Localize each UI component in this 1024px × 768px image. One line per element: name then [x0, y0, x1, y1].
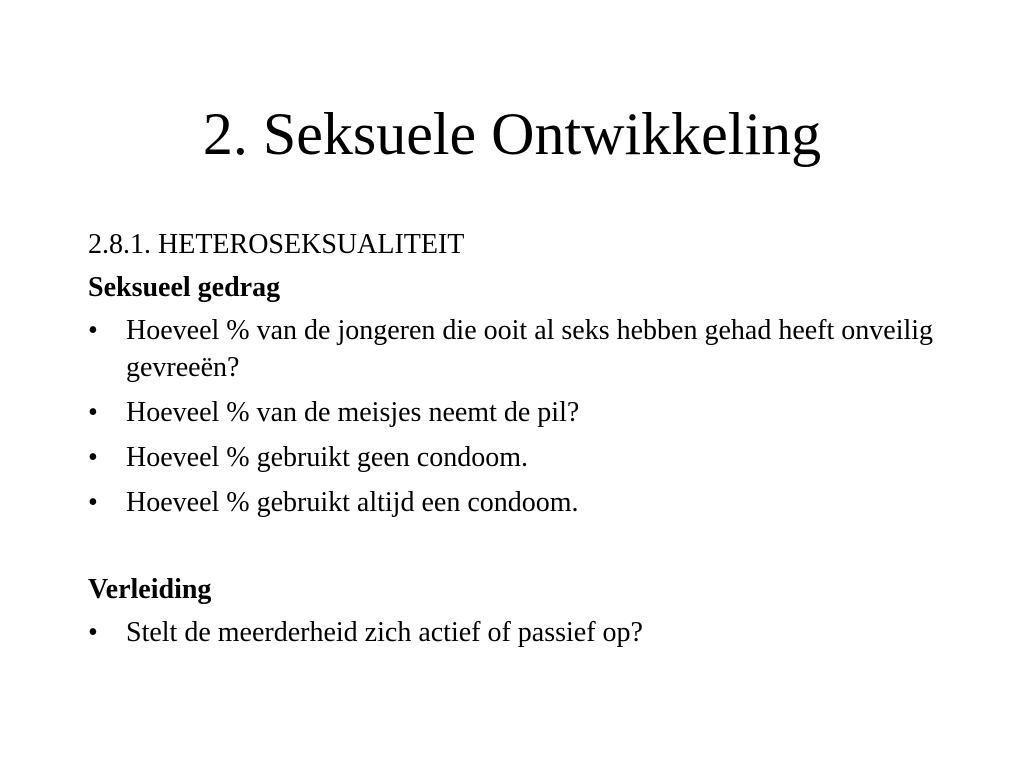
bullet-item: [88, 439, 948, 476]
spacer: [88, 529, 948, 565]
bullet-text: Hoeveel % van de jongeren die ooit al seks hebben gehad heeft onveilig gevreeën?: [126, 315, 934, 383]
slide-body: [88, 226, 948, 659]
bullet-item: [88, 484, 948, 521]
bullet-text: Stelt de meerderheid zich actief of passief op?: [126, 617, 643, 648]
bullet-text: Hoeveel % gebruikt geen condoom.: [126, 442, 528, 473]
bullet-item: [88, 394, 948, 431]
bullet-item: [88, 312, 948, 386]
group-heading-verleiding: Verleiding: [88, 574, 212, 605]
bullet-icon: •: [88, 487, 98, 518]
section-code: 2.8.1. HETEROSEKSUALITEIT: [88, 229, 465, 260]
group-heading-seksueel-gedrag: Seksueel gedrag: [88, 272, 281, 303]
bullet-list-verleiding: [88, 614, 948, 651]
bullet-list-seksueel-gedrag: [88, 312, 948, 521]
bullet-icon: •: [88, 442, 98, 473]
bullet-icon: •: [88, 397, 98, 428]
bullet-text: Hoeveel % van de meisjes neemt de pil?: [126, 397, 580, 428]
bullet-item: [88, 614, 948, 651]
bullet-icon: •: [88, 617, 98, 648]
bullet-icon: •: [88, 315, 98, 346]
bullet-text: Hoeveel % gebruikt altijd een condoom.: [126, 487, 579, 518]
slide-title: 2. Seksuele Ontwikkeling: [202, 101, 822, 167]
